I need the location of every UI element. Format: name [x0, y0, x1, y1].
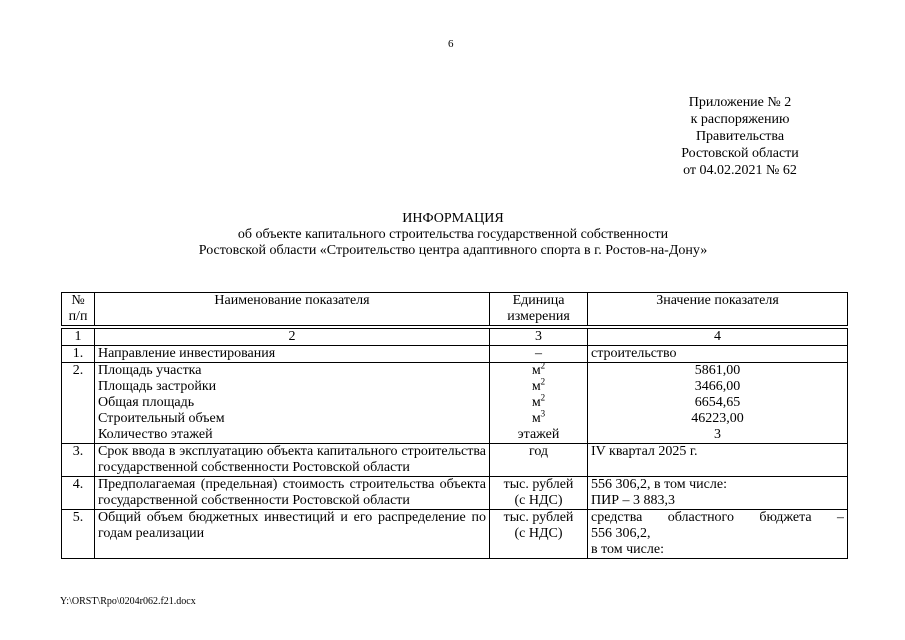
appendix-line: от 04.02.2021 № 62 — [683, 163, 797, 178]
appendix-line: Приложение № 2 — [688, 95, 792, 110]
unit-line: этажей — [517, 427, 560, 442]
table-row — [62, 363, 848, 444]
unit-line: (с НДС) — [514, 526, 563, 541]
unit-line: $м^3$ — [531, 408, 546, 426]
column-number-row — [62, 327, 848, 346]
row-unit — [490, 510, 588, 559]
row-unit: год — [490, 444, 588, 477]
info-table — [61, 292, 848, 559]
row-num: 2. — [62, 363, 95, 444]
table-header-row — [62, 293, 848, 328]
row-name: Предполагаемая (предельная) стоимость строительства объекта государственной собственности Ростовской области — [95, 477, 490, 510]
row-name: Направление инвестирования — [95, 346, 490, 363]
title-line: Ростовской области «Строительство центра адаптивного спорта в г. Ростов-на-Дону» — [198, 243, 708, 258]
row-unit: – — [490, 346, 588, 363]
row-num: 1. — [62, 346, 95, 363]
indicator-name: Площадь участка — [98, 363, 202, 378]
value-line: 556 306,2, в том числе: — [591, 477, 727, 492]
title-heading: ИНФОРМАЦИЯ — [402, 211, 504, 226]
header-value: Значение показателя — [588, 293, 848, 328]
header-unit-line: Единица — [512, 293, 565, 308]
value-line: средства областного бюджета – — [591, 510, 844, 525]
unit-line: тыс. рублей — [503, 510, 574, 525]
header-num-line: п/п — [68, 309, 88, 324]
indicator-name: Количество этажей — [98, 427, 213, 442]
value-line: 3 — [714, 427, 721, 442]
value-line: ПИР – 3 883,3 — [591, 493, 676, 508]
indicator-name: Общая площадь — [98, 395, 195, 410]
row-name: Срок ввода в эксплуатацию объекта капитального строительства государственной собственности Ростовской области — [95, 444, 490, 477]
value-truncated-block — [591, 510, 844, 558]
header-name: Наименование показателя — [95, 293, 490, 328]
page-number: 6 — [448, 38, 454, 50]
indicator-name: Площадь застройки — [98, 379, 217, 394]
row-value — [588, 363, 848, 444]
unit-line: тыс. рублей — [503, 477, 574, 492]
unit-line: $м^2$ — [531, 376, 546, 394]
appendix-line: Правительства — [695, 129, 785, 144]
row-name — [95, 363, 490, 444]
table-row — [62, 477, 848, 510]
header-unit-line: измерения — [507, 309, 570, 324]
unit-line: $м^2$ — [531, 360, 546, 378]
unit-line: (с НДС) — [514, 493, 563, 508]
col-number: 4 — [588, 327, 848, 346]
col-number: 3 — [490, 327, 588, 346]
row-value: строительство — [588, 346, 848, 363]
row-value: IV квартал 2025 г. — [588, 444, 848, 477]
document-title — [60, 211, 846, 259]
unit-line: $м^2$ — [531, 392, 546, 410]
value-line: 6654,65 — [694, 395, 741, 410]
appendix-line: к распоряжению — [690, 112, 790, 127]
value-line: 5861,00 — [694, 363, 741, 378]
indicator-name: Строительный объем — [98, 411, 225, 426]
row-value — [588, 510, 848, 559]
header-num-line: № — [71, 293, 85, 308]
row-name: Общий объем бюджетных инвестиций и его распределение по годам реализации — [95, 510, 490, 559]
row-num: 3. — [62, 444, 95, 477]
row-num: 5. — [62, 510, 95, 559]
header-unit — [490, 293, 588, 328]
title-line: об объекте капитального строительства государственной собственности — [237, 227, 669, 242]
value-line: 556 306,2, — [591, 526, 651, 541]
row-unit — [490, 360, 588, 444]
appendix-line: Ростовской области — [681, 146, 799, 161]
table-row — [62, 510, 848, 559]
file-path-footer: Y:\ORST\Rpo\0204r062.f21.docx — [60, 596, 196, 607]
col-number: 1 — [62, 327, 95, 346]
value-line: в том числе: — [591, 542, 664, 557]
value-line: 3466,00 — [694, 379, 741, 394]
row-unit — [490, 477, 588, 510]
col-number: 2 — [95, 327, 490, 346]
appendix-block — [660, 94, 820, 179]
header-num — [62, 293, 95, 328]
table-row — [62, 346, 848, 363]
table-row — [62, 444, 848, 477]
row-num: 4. — [62, 477, 95, 510]
row-value — [588, 477, 848, 510]
value-line: 46223,00 — [691, 411, 744, 426]
